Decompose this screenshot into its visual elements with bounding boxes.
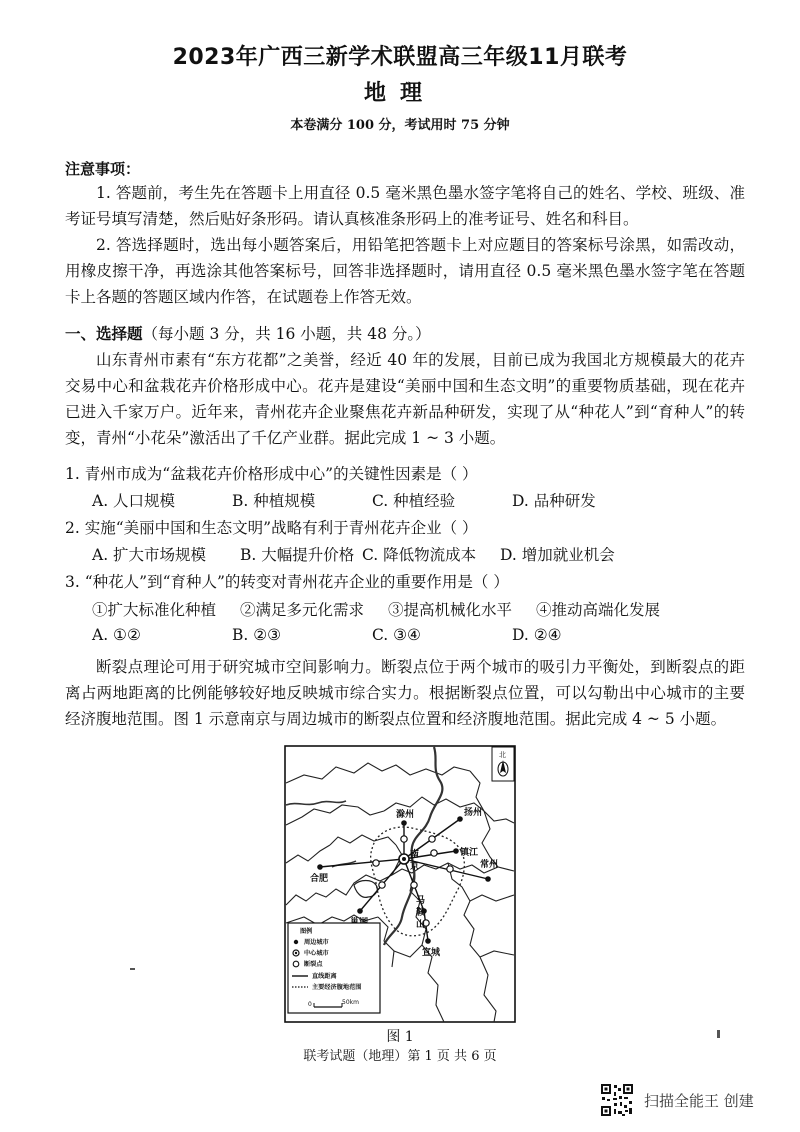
q1-option-a: A. 人口规模 (92, 492, 176, 510)
q3-statement-4: ④推动高端化发展 (536, 601, 661, 619)
label-yangzhou: 扬州 (464, 808, 483, 818)
q2-option-c: C. 降低物流成本 (362, 546, 477, 564)
exam-title: 2023年广西三新学术联盟高三年级11月联考 (172, 45, 628, 70)
question-3-statements (92, 598, 684, 620)
legend-title: 图例 (300, 928, 313, 935)
question-3-stem: 3. “种花人”到“育种人”的转变对青州花卉企业的重要作用是（ ） (65, 573, 509, 591)
q1-option-c: C. 种植经验 (372, 492, 456, 510)
label-chuzhou: 滁州 (396, 810, 415, 820)
q3-statement-1: ①扩大标准化种植 (92, 601, 217, 619)
q3-statement-3: ③提高机械化水平 (388, 601, 513, 619)
passage-2: 断裂点理论可用于研究城市空间影响力。断裂点位于两个城市的吸引力平衡处，到断裂点的距离占两地距离的比例能够较好地反映城市综合实力。根据断裂点位置，可以勾勒出中心城市的主要经济腹地范围。图 1 示意南京与周边城市的断裂点位置和经济腹地范围。据此完成 4 ~ 5 小题。 (65, 658, 745, 728)
scanner-watermark: 扫描全能王 创建 (644, 1092, 754, 1110)
legend-hinterland: 主要经济腹地范围 (312, 984, 362, 991)
q3-option-b: B. ②③ (232, 626, 282, 644)
notice-item-2: 2. 答选择题时，选出每小题答案后，用铅笔把答题卡上对应题目的答案标号涂黑，如需改动，用橡皮擦干净，再选涂其他答案标号，回答非选择题时，请用直径 0.5 毫米黑色墨水签字笔在答题卡上各题的答题区域内作答，在试题卷上作答无效。 (65, 236, 745, 306)
section-heading (65, 322, 431, 344)
north-arrow-icon (492, 747, 514, 781)
section-heading-note: （每小题 3 分，共 16 小题，共 48 分。） (142, 325, 431, 343)
label-hefei: 合肥 (310, 874, 329, 884)
page-footer: 联考试题（地理）第 1 页 共 6 页 (303, 1049, 497, 1064)
q2-option-a: A. 扩大市场规模 (92, 546, 207, 564)
question-2-options (92, 543, 650, 565)
figure-1-map (284, 745, 516, 1023)
scale-label: 50km (342, 999, 359, 1006)
question-1-options (92, 489, 652, 511)
notice-item-1: 1. 答题前，考生先在答题卡上用直径 0.5 毫米黑色墨水签字笔将自己的姓名、学校、班级、准考证号填写清楚，然后贴好条形码。请认真核准条形码上的准考证号、姓名和科目。 (65, 184, 745, 228)
label-changzhou: 常州 (480, 860, 499, 870)
north-label: 北 (499, 751, 506, 759)
question-1-stem: 1. 青州市成为“盆栽花卉价格形成中心”的关键性因素是（ ） (65, 465, 478, 483)
qr-code-icon (600, 1083, 634, 1117)
legend-breakpoint: 断裂点 (304, 961, 323, 968)
legend-center: 中心城市 (304, 950, 329, 957)
label-maanshan-3: 山 (416, 920, 426, 930)
figure-caption: 图 1 (386, 1029, 414, 1045)
subject-title: 地理 (363, 81, 436, 106)
q3-option-c: C. ③④ (372, 626, 421, 644)
q3-option-a: A. ①② (92, 626, 141, 644)
passage-1: 山东青州市素有“东方花都”之美誉，经近 40 年的发展，目前已成为我国北方规模最大的花卉交易中心和盆栽花卉价格形成中心。花卉是建设“美丽中国和生态文明”的重要物质基础，现在花卉已进入千家万户。近年来，青州花卉企业聚焦花卉新品种研发，实现了从“种花人”到“育种人”的转变，青州“小花朵”激活出了千亿产业群。据此完成 1 ~ 3 小题。 (65, 351, 745, 447)
q1-option-b: B. 种植规模 (232, 492, 316, 510)
legend-line: 直线距离 (312, 973, 337, 980)
label-zhenjiang: 镇江 (460, 848, 479, 858)
scale-zero: 0 (308, 1001, 312, 1008)
notice-heading: 注意事项： (65, 160, 141, 178)
label-maanshan-1: 马 (416, 896, 426, 906)
scan-speck (130, 968, 135, 970)
question-3-options (92, 626, 652, 644)
scan-speck (717, 1030, 720, 1038)
map-legend (288, 923, 380, 1013)
q2-option-d: D. 增加就业机会 (500, 546, 615, 564)
q2-option-b: B. 大幅提升价格 (240, 546, 355, 564)
label-nanjing-1: 南 (410, 850, 420, 860)
q3-option-d: D. ②④ (512, 626, 562, 644)
section-heading-title: 一、选择题 (65, 324, 143, 343)
label-nanjing-2: 京 (410, 862, 420, 872)
label-maanshan-2: 鞍 (416, 908, 426, 918)
q1-option-d: D. 品种研发 (512, 492, 596, 510)
label-xuancheng: 宣城 (422, 948, 441, 958)
question-2-stem: 2. 实施“美丽中国和生态文明”战略有利于青州花卉企业（ ） (65, 519, 478, 537)
legend-peripheral: 周边城市 (304, 939, 329, 946)
score-info: 本卷满分 100 分，考试用时 75 分钟 (290, 118, 510, 133)
q3-statement-2: ②满足多元化需求 (240, 601, 365, 619)
